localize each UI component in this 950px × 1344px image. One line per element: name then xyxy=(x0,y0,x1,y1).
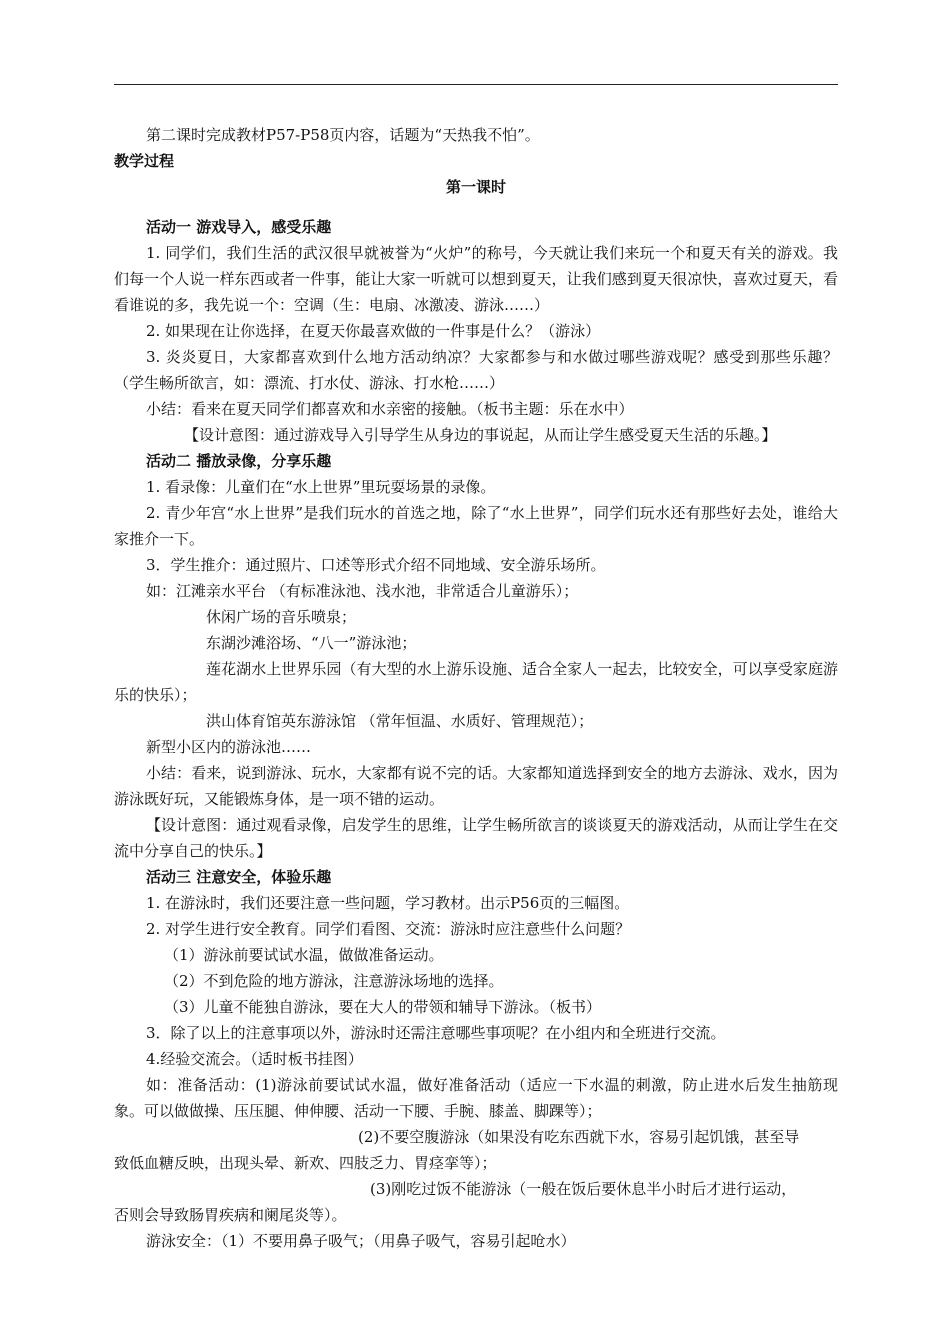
safety-rule-3: （3）儿童不能独自游泳，要在大人的带领和辅导下游泳。（板书） xyxy=(164,998,602,1016)
document-body xyxy=(114,122,838,1254)
prep-activity-1: 如：准备活动：(1)游泳前要试试水温，做好准备活动（适应一下水温的刺激，防止进水后发生抽筋现象。可以做做操、压压腿、伸伸腰、活动一下腰、手腕、膝盖、脚踝等）； xyxy=(114,1076,838,1120)
venue-example-4-text: 莲花湖水上世界乐园（有大型的水上游乐设施、适合全家人一起去，比较安全，可以享受家庭游乐的快乐）； xyxy=(114,660,838,704)
activity-1-item-2: 2. 如果现在让你选择，在夏天你最喜欢做的一件事是什么？（游泳） xyxy=(146,322,601,340)
process-heading: 教学过程 xyxy=(114,152,175,170)
prep-activity-3-line-1: (3)刚吃过饭不能游泳（一般在饭后要休息半小时后才进行运动， xyxy=(370,1180,797,1198)
activity-1-item-3: 3. 炎炎夏日，大家都喜欢到什么地方活动纳凉？大家都参与和水做过哪些游戏呢？感受到那些乐趣？（学生畅所欲言，如：漂流、打水仗、游泳、打水枪……） xyxy=(114,348,838,392)
swim-safety-1: 游泳安全：（1）不要用鼻子吸气；（用鼻子吸气，容易引起呛水） xyxy=(146,1232,576,1250)
prep-activity-2-line-2: 致低血糖反映，出现头晕、新欢、四肢乏力、胃痉挛等）； xyxy=(114,1154,497,1172)
venue-example-1: 如：江滩亲水平台 （有标准泳池、浅水池，非常适合儿童游乐）； xyxy=(146,582,579,600)
activity-1-intent: 【设计意图：通过游戏导入引导学生从身边的事说起，从而让学生感受夏天生活的乐趣。】 xyxy=(184,426,777,444)
activity-1-title: 活动一 游戏导入，感受乐趣 xyxy=(146,218,332,236)
safety-rule-2: （2）不到危险的地方游泳，注意游泳场地的选择。 xyxy=(164,972,504,990)
activity-2-summary: 小结：看来，说到游泳、玩水，大家都有说不完的话。大家都知道选择到安全的地方去游泳、戏水，因为游泳既好玩，又能锻炼身体，是一项不错的运动。 xyxy=(114,764,838,808)
activity-1-item-1: 1. 同学们，我们生活的武汉很早就被誉为“火炉”的称号，今天就让我们来玩一个和夏天有关的游戏。我们每一个人说一样东西或者一件事，能让大家一听就可以想到夏天，让我们感到夏天很凉快，喜欢过夏天，看看谁说的多，我先说一个：空调（生：电扇、冰激凌、游泳……） xyxy=(114,244,838,314)
venue-example-4 xyxy=(114,656,838,708)
activity-2-item-3: 3．学生推介：通过照片、口述等形式介绍不同地域、安全游乐场所。 xyxy=(146,556,606,574)
activity-2-item-1: 1. 看录像：儿童们在“水上世界”里玩耍场景的录像。 xyxy=(146,478,496,496)
venue-example-3: 东湖沙滩浴场、“八一”游泳池； xyxy=(206,634,417,652)
header-rule xyxy=(114,84,838,85)
prep-activity-3-line-2: 否则会导致肠胃疾病和阑尾炎等）。 xyxy=(114,1206,347,1224)
venue-example-5: 洪山体育馆英东游泳馆 （常年恒温、水质好、管理规范）； xyxy=(206,712,594,730)
activity-3-title: 活动三 注意安全，体验乐趣 xyxy=(146,868,332,886)
prep-activity-2-line-1: (2)不要空腹游泳（如果没有吃东西就下水，容易引起饥饿，甚至导 xyxy=(358,1128,800,1146)
lesson-title: 第一课时 xyxy=(445,178,506,196)
activity-3-item-1: 1. 在游泳时，我们还要注意一些问题，学习教材。出示P56页的三幅图。 xyxy=(146,894,630,912)
activity-3-item-2: 2. 对学生进行安全教育。同学们看图、交流：游泳时应注意些什么问题？ xyxy=(146,920,631,938)
activity-2-item-2: 2. 青少年宫“水上世界”是我们玩水的首选之地，除了“水上世界”，同学们玩水还有那些好去处，谁给大家推介一下。 xyxy=(114,504,838,548)
activity-2-title: 活动二 播放录像，分享乐趣 xyxy=(146,452,332,470)
activity-3-item-4: 4.经验交流会。（适时板书挂图） xyxy=(146,1050,363,1068)
activity-1-summary: 小结：看来在夏天同学们都喜欢和水亲密的接触。（板书主题：乐在水中） xyxy=(146,400,634,418)
intro-text: 第二课时完成教材P57-P58页内容，话题为“天热我不怕”。 xyxy=(146,126,540,144)
safety-rule-1: （1）游泳前要试试水温，做做准备运动。 xyxy=(164,946,444,964)
venue-example-2: 休闲广场的音乐喷泉； xyxy=(206,608,357,626)
venue-example-6: 新型小区内的游泳池…… xyxy=(146,738,312,756)
activity-3-item-3: 3．除了以上的注意事项以外，游泳时还需注意哪些事项呢？在小组内和全班进行交流。 xyxy=(146,1024,726,1042)
activity-2-intent: 【设计意图：通过观看录像，启发学生的思维，让学生畅所欲言的谈谈夏天的游戏活动，从而让学生在交流中分享自己的快乐。】 xyxy=(114,816,838,860)
